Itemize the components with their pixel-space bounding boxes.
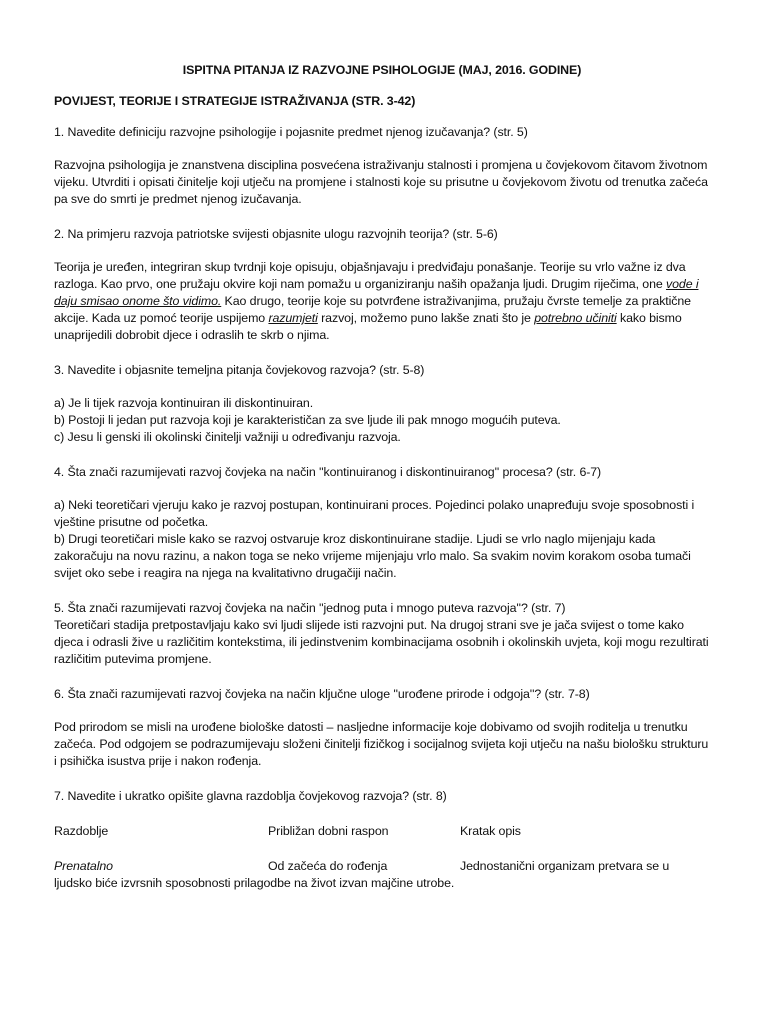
list-item: c) Jesu li genski ili okolinski činitelji važniji u određivanju razvoja.: [54, 430, 401, 444]
answer-2-text-3: razvoj, možemo puno lakše znati što je: [317, 311, 535, 325]
question-4: 4. Šta znači razumijevati razvoj čovjeka na način ''kontinuiranog i diskontinuiranog'' procesa? (str. 6-7): [54, 465, 602, 479]
question-3: 3. Navedite i objasnite temeljna pitanja čovjekovog razvoja? (str. 5-8): [54, 363, 425, 377]
answer-2-emphasis-3: potrebno učiniti: [534, 311, 617, 325]
table-row: [54, 858, 710, 875]
question-1: 1. Navedite definiciju razvojne psihologije i pojasnite predmet njenog izučavanja? (str. 5): [54, 125, 528, 139]
answer-2-emphasis-2: razumjeti: [268, 311, 318, 325]
list-item: b) Postoji li jedan put razvoja koji je karakterističan za sve ljude ili pak mnogo mogućih puteva.: [54, 413, 561, 427]
section-heading: POVIJEST, TEORIJE I STRATEGIJE ISTRAŽIVANJA (STR. 3-42): [54, 94, 416, 108]
period-description: Jednostanični organizam pretvara se u: [460, 859, 670, 873]
answer-6: Pod prirodom se misli na urođene biološke datosti – nasljedne informacije koje dobivamo od svojih roditelja u trenutku začeća. Pod odgojem se podrazumijevaju složeni činitelji fizičkog i socijalnog svijeta koji utječu na našu biološku strukturu i psihička isustva prije i nakon rođenja.: [54, 720, 709, 768]
question-6: 6. Šta znači razumijevati razvoj čovjeka na način ključne uloge ''urođene prirode i odgoja''? (str. 7-8): [54, 687, 590, 701]
answer-1: Razvojna psihologija je znanstvena disciplina posvećena istraživanju stalnosti i promjena u čovjekovom čitavom životnom vijeku. Utvrditi i opisati činitelje koji utječu na promjene i stalnosti koje su prisutne u čovjekovom životu od trenutka začeća pa sve do smrti je predmet njenog izučavanja.: [54, 158, 708, 206]
header-description: Kratak opis: [460, 824, 521, 838]
answer-4: [54, 497, 710, 582]
answer-4-b: b) Drugi teoretičari misle kako se razvoj ostvaruje kroz diskontinuirane stadije. Ljudi se vrlo naglo mijenjaju kada zakoračuju na novu razinu, a nakon toga se neko vrijeme mijenjaju vrlo malo. Sa svakim novim korakom osoba tumači svijet oko sebe i reagira na njega na kvalitativno drugačiji način.: [54, 532, 691, 580]
answer-5: Teoretičari stadija pretpostavljaju kako svi ljudi slijede isti razvojni put. Na drugoj strani sve je jača svijest o tome kako djeca i odrasli žive u različitim kontekstima, ili jedinstvenim kombinacijama osobnih i okolinskih uvjeta, koji mogu rezultirati različitim putevima promjene.: [54, 618, 709, 666]
answer-3-list: [54, 395, 710, 446]
answer-2: [54, 259, 710, 344]
answer-2-text-4: kako bismo unaprijedili dobrobit djece i odraslih te skrb o njima.: [54, 311, 682, 342]
answer-2-text-1: Teorija je uređen, integriran skup tvrdnji koje opisuju, objašnjavaju i predviđaju ponašanje. Teorije su vrlo važne iz dva razloga. Kao prvo, one pružaju okvire koji nam pomažu u organiziranju naših opažanja ljudi. Drugim riječima, one: [54, 260, 686, 291]
answer-2-text-2: Kao drugo, teorije koje su potvrđene istraživanjima, pružaju čvrste temelje za praktične akcije. Kada uz pomoć teorije uspijemo: [54, 294, 691, 325]
answer-4-a: a) Neki teoretičari vjeruju kako je razvoj postupan, kontinuirani proces. Pojedinci polako unapređuju svoje sposobnosti i vještine prisutne od početka.: [54, 498, 695, 529]
question-2: 2. Na primjeru razvoja patriotske svijesti objasnite ulogu razvojnih teorija? (str. 5-6): [54, 227, 498, 241]
header-period: Razdoblje: [54, 824, 109, 838]
periods-table-header: [54, 823, 710, 840]
period-range: Od začeća do rođenja: [268, 859, 388, 873]
header-age-range: Približan dobni raspon: [268, 824, 389, 838]
answer-2-emphasis-1: vode i daju smisao onome što vidimo.: [54, 277, 699, 308]
question-7: 7. Navedite i ukratko opišite glavna razdoblja čovjekovog razvoja? (str. 8): [54, 789, 447, 803]
list-item: a) Je li tijek razvoja kontinuiran ili diskontinuiran.: [54, 396, 314, 410]
period-name: Prenatalno: [54, 859, 113, 873]
document-title: ISPITNA PITANJA IZ RAZVOJNE PSIHOLOGIJE (MAJ, 2016. GODINE): [182, 63, 582, 77]
question-5: 5. Šta znači razumijevati razvoj čovjeka na način ''jednog puta i mnogo puteva razvoja''? (str. 7): [54, 601, 566, 615]
period-description-continued: ljudsko biće izvrsnih sposobnosti prilagodbe na život izvan majčine utrobe.: [54, 876, 455, 890]
